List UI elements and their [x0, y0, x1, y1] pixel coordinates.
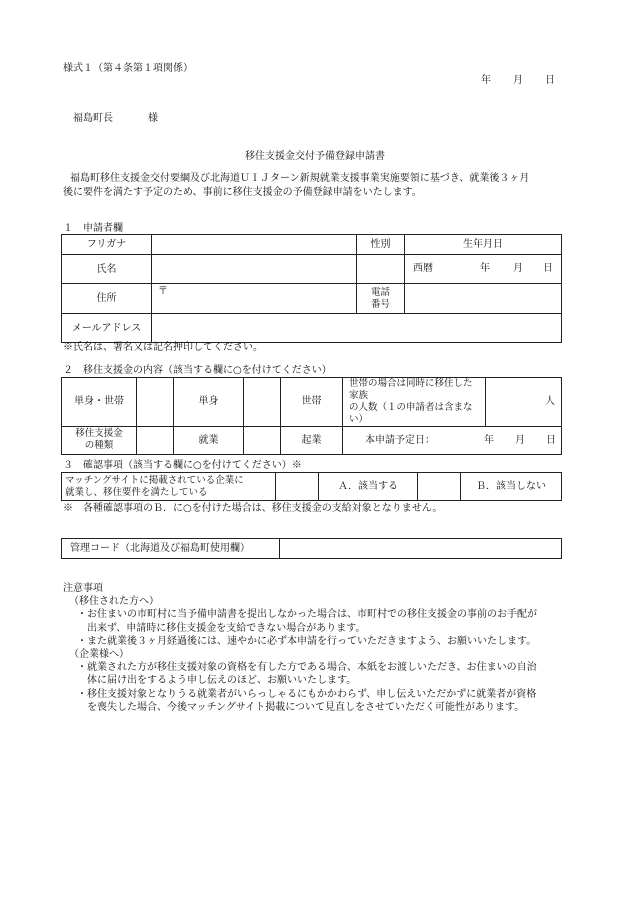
- family-count-field[interactable]: [486, 378, 562, 427]
- intro-line-1: 福島町移住支援金交付要綱及び北海道ＵＩＪターン新規就業支援事業実施要領に基づき、就業後３ヶ月: [70, 173, 530, 184]
- section1-note: ※氏名は、署名又は記名押印してください。: [63, 342, 263, 353]
- scheduled-year-label: 年: [484, 434, 494, 446]
- kind-label-line-1: 移住支援金: [75, 428, 123, 440]
- scheduled-month-label: 月: [515, 434, 525, 446]
- notes-g1-bullet1-line1: ・お住まいの市町村に当予備申請書を提出しなかった場合は、市町村での移住支援金の事前のお手配が: [77, 609, 537, 621]
- notes-section: [63, 582, 573, 714]
- kind-label: [62, 426, 137, 454]
- address-field[interactable]: [152, 284, 357, 314]
- notes-g1-bullet2-line1: ・また就業後３ヶ月経過後には、速やかに必ず本申請を行っていただきますよう、お願いいたします。: [77, 635, 537, 647]
- type-label: 単身・世帯: [62, 378, 137, 427]
- confirmation-table: [61, 472, 562, 501]
- birthdate-month-label: 月: [513, 263, 523, 274]
- option-a-check-cell[interactable]: [276, 473, 319, 501]
- address-label: 住所: [62, 284, 152, 314]
- birthdate-year-label: 年: [480, 263, 490, 274]
- furigana-field[interactable]: [152, 235, 357, 255]
- household-check-cell[interactable]: [244, 378, 281, 427]
- notes-title: 注意事項: [63, 583, 103, 594]
- startup-label: 起業: [281, 426, 343, 454]
- scheduled-date-field[interactable]: [343, 426, 562, 454]
- applicant-table: [61, 234, 562, 343]
- notes-group2-title: （企業様へ）: [69, 648, 129, 660]
- scheduled-date-label: 本申請予定日：: [365, 434, 435, 446]
- notes-g2-bullet1-line2: 体に届け出をするよう申し伝えのほど、お願いいたします。: [87, 675, 357, 687]
- option-a-label: Ａ．該当する: [319, 473, 418, 501]
- notes-g2-bullet1-line1: ・就業された方が移住支援対象の資格を有した方である場合、本紙をお渡しいただき、お住まいの自治: [77, 662, 537, 674]
- kind-label-line-2: の種類: [84, 440, 114, 451]
- birthdate-era-label: 西暦: [413, 263, 433, 274]
- notes-g2-bullet2-line1: ・移住支援対象となりうる就業者がいらっしゃるにもかかわらず、申し伝えいただかずに就業者が資格: [77, 688, 537, 700]
- date-year-label: 年: [481, 75, 491, 86]
- confirmation-question-line-1: マッチングサイトに掲載されている企業に: [65, 474, 244, 486]
- date-month-label: 月: [513, 75, 523, 86]
- date-day-label: 日: [545, 75, 555, 86]
- notes-g1-bullet1-line2: 出来ず、申請時に移住支援金を支給できない場合があります。: [87, 622, 366, 634]
- confirmation-question-line-2: 就業し、移住要件を満たしている: [65, 486, 208, 498]
- section2-heading: ２ 移住支援金の内容（該当する欄に○を付けてください）: [63, 365, 332, 376]
- birthdate-label: 生年月日: [405, 235, 562, 255]
- section3-note: ※ 各種確認事項のＢ．に○を付けた場合は、移住支援金の支給対象となりません。: [63, 503, 443, 514]
- notes-g2-bullet2-line2: を喪失した場合、今後マッチングサイト掲載について見直しをさせていただく可能性があります。: [87, 701, 525, 713]
- gender-field[interactable]: [357, 255, 405, 284]
- scheduled-day-label: 日: [546, 434, 556, 446]
- phone-label-line-2: 番号: [370, 298, 390, 310]
- name-field[interactable]: [152, 255, 357, 284]
- phone-field[interactable]: [405, 284, 562, 314]
- name-label: 氏名: [62, 255, 152, 284]
- household-label: 世帯: [281, 378, 343, 427]
- management-code-field[interactable]: [280, 539, 562, 559]
- birthdate-field[interactable]: [405, 255, 562, 284]
- intro-line-2: 後に要件を満たす予定のため、事前に移住支援金の予備登録申請をいたします。: [63, 187, 422, 198]
- birthdate-day-label: 日: [543, 263, 553, 274]
- management-code-label: 管理コード（北海道及び福島町使用欄）: [62, 539, 280, 559]
- email-label: メールアドレス: [62, 314, 152, 343]
- addressee-honorific: 様: [148, 113, 158, 124]
- gender-label: 性別: [357, 235, 405, 255]
- document-title: 移住支援金交付予備登録申請書: [245, 151, 385, 162]
- management-table: [61, 538, 562, 559]
- family-count-note-line-1: 世帯の場合は同時に移住した家族: [349, 378, 473, 401]
- phone-label-line-1: 電話: [370, 286, 390, 298]
- persons-unit: 人: [545, 396, 555, 408]
- furigana-label: フリガナ: [62, 235, 152, 255]
- employment-check-cell[interactable]: [137, 426, 174, 454]
- option-b-label: Ｂ．該当しない: [461, 473, 562, 501]
- phone-label: [357, 284, 405, 314]
- subsidy-content-table: [61, 377, 562, 455]
- option-b-check-cell[interactable]: [418, 473, 461, 501]
- form-number: 様式１（第４条第１項関係）: [63, 63, 193, 74]
- employment-label: 就業: [174, 426, 244, 454]
- single-check-cell[interactable]: [137, 378, 174, 427]
- family-count-note: [343, 378, 486, 427]
- startup-check-cell[interactable]: [244, 426, 281, 454]
- email-field[interactable]: [152, 314, 562, 343]
- notes-group1-title: （移住された方へ）: [69, 596, 159, 608]
- section1-heading: １ 申請者欄: [63, 223, 123, 234]
- family-count-note-line-2: の人数（１の申請者は含まない）: [349, 401, 473, 425]
- addressee: 福島町長: [73, 113, 113, 124]
- confirmation-question: [62, 473, 276, 501]
- single-label: 単身: [174, 378, 244, 427]
- postal-mark: 〒: [158, 286, 168, 297]
- section3-heading: ３ 確認事項（該当する欄に○を付けてください）※: [63, 460, 302, 471]
